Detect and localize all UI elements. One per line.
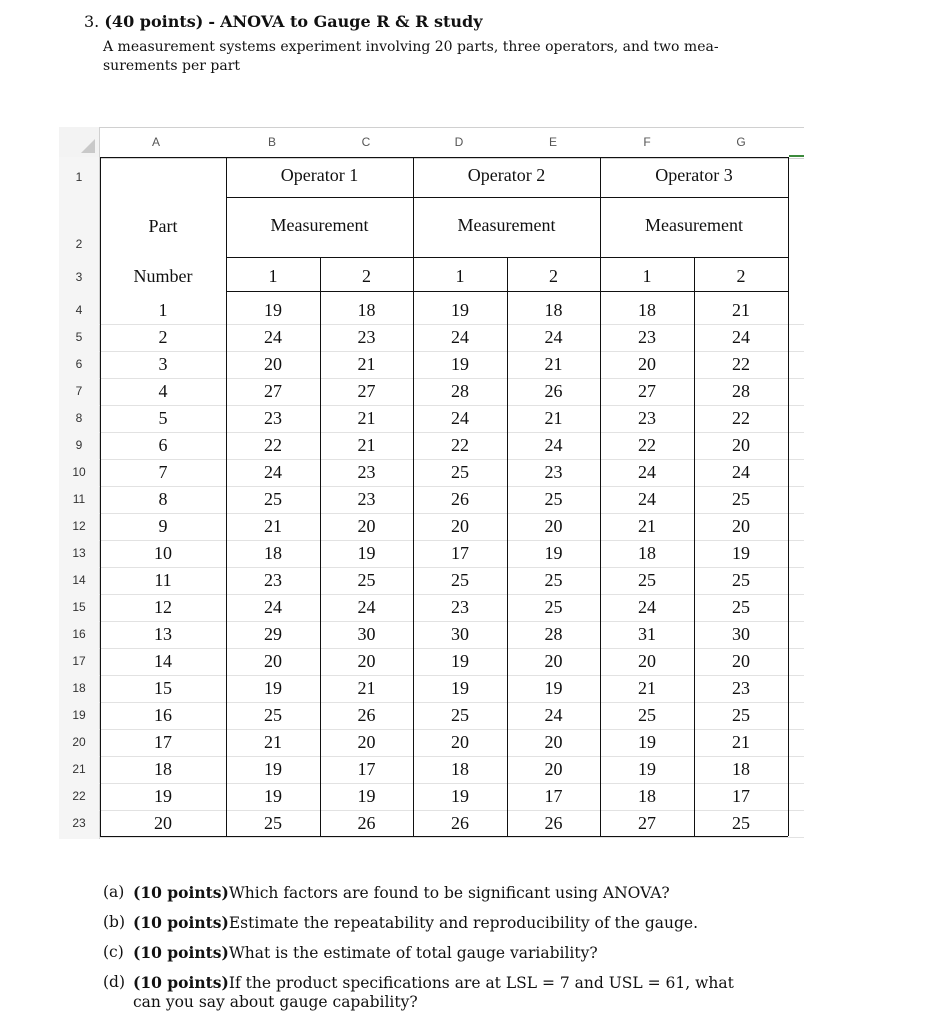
part-number-cell[interactable]: 7 [158, 462, 168, 482]
measurement-cell[interactable]: 19 [451, 678, 469, 698]
measurement-cell[interactable]: 19 [357, 786, 376, 806]
measurement-cell[interactable]: 19 [451, 354, 469, 374]
part-number-cell[interactable]: 6 [158, 435, 168, 455]
measurement-cell[interactable]: 25 [544, 570, 563, 590]
measurement-cell[interactable]: 20 [638, 651, 656, 671]
measurement-cell[interactable]: 20 [264, 651, 282, 671]
measurement-cell[interactable]: 21 [357, 354, 376, 374]
measurement-cell[interactable]: 23 [264, 570, 282, 590]
measurement-cell[interactable]: 21 [638, 678, 656, 698]
trial-label: 2 [549, 266, 558, 286]
question-text-continued: can you say about gauge capability? [133, 993, 418, 1011]
measurement-cell[interactable]: 25 [544, 489, 563, 509]
column-header-c[interactable]: C [361, 135, 371, 149]
problem-number: 3. [84, 12, 100, 31]
measurement-cell[interactable]: 23 [357, 327, 376, 347]
measurement-cell[interactable]: 25 [732, 570, 750, 590]
measurement-cell[interactable]: 21 [264, 516, 282, 536]
operator-header: Operator 2 [467, 165, 546, 185]
gridline [99, 459, 804, 460]
gridline [99, 567, 804, 568]
measurement-cell[interactable]: 17 [357, 759, 376, 779]
measurement-cell[interactable]: 24 [544, 435, 563, 455]
measurement-cell[interactable]: 31 [638, 624, 656, 644]
measurement-cell[interactable]: 22 [732, 354, 750, 374]
measurement-cell[interactable]: 20 [638, 354, 656, 374]
measurement-cell[interactable]: 18 [264, 543, 282, 563]
gridline [99, 756, 804, 757]
measurement-cell[interactable]: 24 [451, 327, 469, 347]
measurement-cell[interactable]: 23 [264, 408, 282, 428]
row-header-16[interactable]: 16 [72, 627, 86, 641]
measurement-cell[interactable]: 29 [264, 624, 282, 644]
measurement-cell[interactable]: 19 [451, 651, 469, 671]
column-header-f[interactable]: F [643, 135, 651, 149]
question-points: (10 points) [133, 883, 229, 902]
measurement-cell[interactable]: 18 [638, 300, 656, 320]
problem-heading: ANOVA to Gauge R & R study [220, 12, 483, 31]
measurement-cell[interactable]: 23 [451, 597, 469, 617]
row-header-20[interactable]: 20 [72, 735, 86, 749]
row-header-7[interactable]: 7 [75, 384, 83, 398]
measurement-cell[interactable]: 28 [451, 381, 469, 401]
measurement-cell[interactable]: 25 [732, 597, 750, 617]
measurement-cell[interactable]: 26 [357, 705, 376, 725]
measurement-cell[interactable]: 23 [357, 462, 376, 482]
column-header-a[interactable]: A [151, 135, 160, 149]
measurement-cell[interactable]: 24 [451, 408, 469, 428]
question-label: (b) [103, 913, 126, 931]
measurement-cell[interactable]: 19 [544, 543, 563, 563]
measurement-cell[interactable]: 25 [264, 489, 282, 509]
measurement-cell[interactable]: 23 [638, 408, 656, 428]
trial-label: 1 [642, 266, 652, 286]
measurement-header: Measurement [645, 215, 743, 235]
column-header-d[interactable]: D [454, 135, 464, 149]
part-number-cell[interactable]: 1 [158, 300, 168, 320]
row-header-13[interactable]: 13 [72, 546, 86, 560]
trial-label: 2 [736, 266, 746, 286]
measurement-cell[interactable]: 26 [544, 381, 563, 401]
measurement-cell[interactable]: 21 [357, 408, 376, 428]
measurement-cell[interactable]: 18 [544, 300, 563, 320]
measurement-cell[interactable]: 24 [357, 597, 376, 617]
part-number-cell[interactable]: 4 [158, 381, 168, 401]
row-header-3[interactable]: 3 [75, 270, 83, 284]
measurement-cell[interactable]: 21 [357, 435, 376, 455]
row-header-8[interactable]: 8 [75, 411, 83, 425]
measurement-cell[interactable]: 24 [732, 327, 750, 347]
table-border [100, 836, 788, 837]
measurement-cell[interactable]: 20 [357, 651, 376, 671]
measurement-cell[interactable]: 19 [544, 678, 563, 698]
measurement-cell[interactable]: 22 [732, 408, 750, 428]
measurement-cell[interactable]: 25 [264, 813, 282, 833]
measurement-cell[interactable]: 20 [732, 435, 750, 455]
part-number-cell[interactable]: 17 [154, 732, 172, 752]
part-number-cell[interactable]: 10 [154, 543, 172, 563]
measurement-cell[interactable]: 25 [732, 489, 750, 509]
trial-label: 2 [362, 266, 371, 286]
gridline [99, 729, 804, 730]
table-border [788, 157, 789, 836]
question-b [103, 908, 734, 938]
measurement-cell[interactable]: 26 [544, 813, 563, 833]
measurement-cell[interactable]: 20 [544, 732, 563, 752]
part-number-cell[interactable]: 13 [154, 624, 172, 644]
part-number-cell[interactable]: 16 [154, 705, 172, 725]
row-header-22[interactable]: 22 [72, 789, 86, 803]
column-header-b[interactable]: B [267, 135, 276, 149]
measurement-cell[interactable]: 19 [357, 543, 376, 563]
part-number-cell[interactable]: 3 [158, 354, 168, 374]
gridline [99, 405, 804, 406]
gridline [99, 378, 804, 379]
measurement-cell[interactable]: 18 [638, 786, 656, 806]
row-header-15[interactable]: 15 [72, 600, 86, 614]
row-header-6[interactable]: 6 [75, 357, 83, 371]
question-d [103, 968, 734, 1012]
measurement-cell[interactable]: 24 [264, 327, 282, 347]
gridline [99, 810, 804, 811]
gridline [99, 486, 804, 487]
gridline [99, 621, 804, 622]
row-header-4[interactable]: 4 [75, 303, 83, 317]
measurement-cell[interactable]: 22 [638, 435, 656, 455]
table-border [100, 157, 788, 158]
measurement-cell[interactable]: 23 [544, 462, 563, 482]
problem-points: (40 points) [104, 12, 204, 31]
measurement-cell[interactable]: 20 [732, 651, 750, 671]
row-header-9[interactable]: 9 [75, 438, 83, 452]
row-header-12[interactable]: 12 [72, 519, 86, 533]
measurement-cell[interactable]: 19 [732, 543, 750, 563]
part-number-cell[interactable]: 14 [154, 651, 172, 671]
question-label: (d) [103, 973, 126, 991]
measurement-cell[interactable]: 19 [264, 759, 282, 779]
trial-label: 1 [455, 266, 465, 286]
measurement-cell[interactable]: 19 [264, 300, 282, 320]
measurement-cell[interactable]: 30 [451, 624, 469, 644]
measurement-cell[interactable]: 20 [544, 516, 563, 536]
measurement-cell[interactable]: 17 [451, 543, 469, 563]
gridline [99, 783, 804, 784]
measurement-cell[interactable]: 22 [264, 435, 282, 455]
measurement-cell[interactable]: 25 [264, 705, 282, 725]
measurement-cell[interactable]: 26 [357, 813, 376, 833]
measurement-cell[interactable]: 17 [732, 786, 750, 806]
gridline [99, 540, 804, 541]
select-all-corner[interactable] [59, 127, 100, 157]
problem-description [103, 38, 743, 76]
question-text: Estimate the repeatability and reproducibility of the gauge. [228, 914, 699, 932]
row-header-17[interactable]: 17 [72, 654, 86, 668]
measurement-cell[interactable]: 21 [264, 732, 282, 752]
measurement-cell[interactable]: 18 [451, 759, 469, 779]
measurement-cell[interactable]: 19 [264, 678, 282, 698]
measurement-cell[interactable]: 21 [544, 354, 563, 374]
measurement-cell[interactable]: 24 [264, 597, 282, 617]
description-line-2: surements per part [103, 58, 241, 74]
measurement-cell[interactable]: 28 [732, 381, 750, 401]
row-header-5[interactable]: 5 [75, 330, 83, 344]
measurement-cell[interactable]: 24 [264, 462, 282, 482]
measurement-cell[interactable]: 21 [732, 300, 750, 320]
row-header-1[interactable]: 1 [75, 170, 83, 184]
measurement-cell[interactable]: 30 [732, 624, 750, 644]
questions-list [103, 878, 734, 1012]
part-label: Part [148, 216, 178, 236]
measurement-cell[interactable]: 18 [357, 300, 376, 320]
question-points: (10 points) [133, 943, 229, 962]
measurement-cell[interactable]: 25 [544, 597, 563, 617]
measurement-cell[interactable]: 26 [451, 813, 469, 833]
gridline [99, 594, 804, 595]
part-number-cell[interactable]: 20 [154, 813, 172, 833]
part-number-cell[interactable]: 11 [154, 570, 172, 590]
row-header-11[interactable]: 11 [72, 492, 86, 506]
gridline [99, 351, 804, 352]
column-header-e[interactable]: E [548, 135, 557, 149]
measurement-cell[interactable]: 18 [732, 759, 750, 779]
measurement-cell[interactable]: 30 [357, 624, 376, 644]
part-number-cell[interactable]: 8 [158, 489, 168, 509]
part-number-cell[interactable]: 12 [154, 597, 172, 617]
selection-marker [789, 155, 804, 157]
part-number-cell[interactable]: 15 [154, 678, 172, 698]
measurement-cell[interactable]: 25 [451, 462, 469, 482]
measurement-cell[interactable]: 23 [638, 327, 656, 347]
question-a [103, 878, 734, 908]
number-label: Number [133, 266, 193, 286]
measurement-cell[interactable]: 21 [638, 516, 656, 536]
column-header-g[interactable]: G [736, 135, 746, 149]
gridline [99, 432, 804, 433]
measurement-cell[interactable]: 24 [638, 462, 656, 482]
measurement-cell[interactable]: 25 [732, 705, 750, 725]
measurement-cell[interactable]: 25 [451, 705, 469, 725]
question-points: (10 points) [133, 913, 229, 932]
measurement-cell[interactable]: 19 [638, 759, 656, 779]
problem-title [84, 12, 483, 31]
measurement-cell[interactable]: 20 [544, 651, 563, 671]
measurement-cell[interactable]: 21 [357, 678, 376, 698]
measurement-cell[interactable]: 19 [451, 300, 469, 320]
measurement-cell[interactable]: 26 [451, 489, 469, 509]
gridline [99, 675, 804, 676]
measurement-cell[interactable]: 21 [732, 732, 750, 752]
part-number-cell[interactable]: 18 [154, 759, 172, 779]
row-header-14[interactable]: 14 [72, 573, 86, 587]
operator-header: Operator 3 [655, 165, 733, 185]
question-points: (10 points) [133, 973, 229, 992]
measurement-header: Measurement [457, 215, 556, 235]
gridline [99, 648, 804, 649]
question-text: If the product specifications are at LSL = 7 and USL = 61, what [228, 974, 734, 992]
measurement-cell[interactable]: 25 [732, 813, 750, 833]
select-all-icon [81, 139, 95, 153]
gridline [99, 513, 804, 514]
measurement-cell[interactable]: 20 [451, 732, 469, 752]
gridline [99, 837, 804, 838]
measurement-cell[interactable]: 23 [357, 489, 376, 509]
measurement-cell[interactable]: 25 [357, 570, 376, 590]
row-header-23[interactable]: 23 [72, 816, 86, 830]
measurement-cell[interactable]: 24 [638, 489, 656, 509]
measurement-cell[interactable]: 22 [451, 435, 469, 455]
measurement-cell[interactable]: 27 [638, 381, 656, 401]
table-border [226, 197, 788, 198]
description-line-1: A measurement systems experiment involving 20 parts, three operators, and two mea- [103, 39, 719, 55]
part-number-cell[interactable]: 19 [154, 786, 172, 806]
measurement-cell[interactable]: 28 [544, 624, 563, 644]
row-header-19[interactable]: 19 [72, 708, 86, 722]
measurement-cell[interactable]: 20 [357, 732, 376, 752]
measurement-cell[interactable]: 25 [638, 705, 656, 725]
measurement-cell[interactable]: 24 [638, 597, 656, 617]
question-c [103, 938, 734, 968]
part-number-cell[interactable]: 9 [158, 516, 168, 536]
measurement-cell[interactable]: 27 [264, 381, 282, 401]
part-number-cell[interactable]: 2 [158, 327, 168, 347]
measurement-cell[interactable]: 17 [544, 786, 563, 806]
part-number-cell[interactable]: 5 [158, 408, 168, 428]
measurement-cell[interactable]: 18 [638, 543, 656, 563]
question-text: What is the estimate of total gauge variability? [228, 944, 598, 962]
row-header-2[interactable]: 2 [75, 237, 83, 251]
measurement-cell[interactable]: 20 [357, 516, 376, 536]
measurement-cell[interactable]: 19 [638, 732, 656, 752]
measurement-cell[interactable]: 20 [451, 516, 469, 536]
gridline [99, 324, 804, 325]
measurement-cell[interactable]: 20 [264, 354, 282, 374]
measurement-cell[interactable]: 24 [544, 327, 563, 347]
measurement-cell[interactable]: 23 [732, 678, 750, 698]
measurement-cell[interactable]: 19 [264, 786, 282, 806]
gridline [99, 702, 804, 703]
question-text: Which factors are found to be significant using ANOVA? [228, 884, 670, 902]
measurement-cell[interactable]: 20 [544, 759, 563, 779]
question-label: (a) [103, 883, 125, 901]
trial-label: 1 [268, 266, 278, 286]
measurement-cell[interactable]: 27 [638, 813, 656, 833]
measurement-cell[interactable]: 21 [544, 408, 563, 428]
measurement-cell[interactable]: 20 [732, 516, 750, 536]
spreadsheet [59, 127, 804, 839]
measurement-cell[interactable]: 19 [451, 786, 469, 806]
operator-header: Operator 1 [280, 165, 359, 185]
row-header-21[interactable]: 21 [72, 762, 86, 776]
title-separator: - [208, 12, 216, 31]
measurement-cell[interactable]: 25 [638, 570, 656, 590]
measurement-cell[interactable]: 27 [357, 381, 376, 401]
measurement-header: Measurement [270, 215, 369, 235]
row-header-18[interactable]: 18 [72, 681, 86, 695]
measurement-cell[interactable]: 24 [544, 705, 563, 725]
row-header-10[interactable]: 10 [72, 465, 86, 479]
question-label: (c) [103, 943, 124, 961]
measurement-cell[interactable]: 25 [451, 570, 469, 590]
measurement-cell[interactable]: 24 [732, 462, 750, 482]
